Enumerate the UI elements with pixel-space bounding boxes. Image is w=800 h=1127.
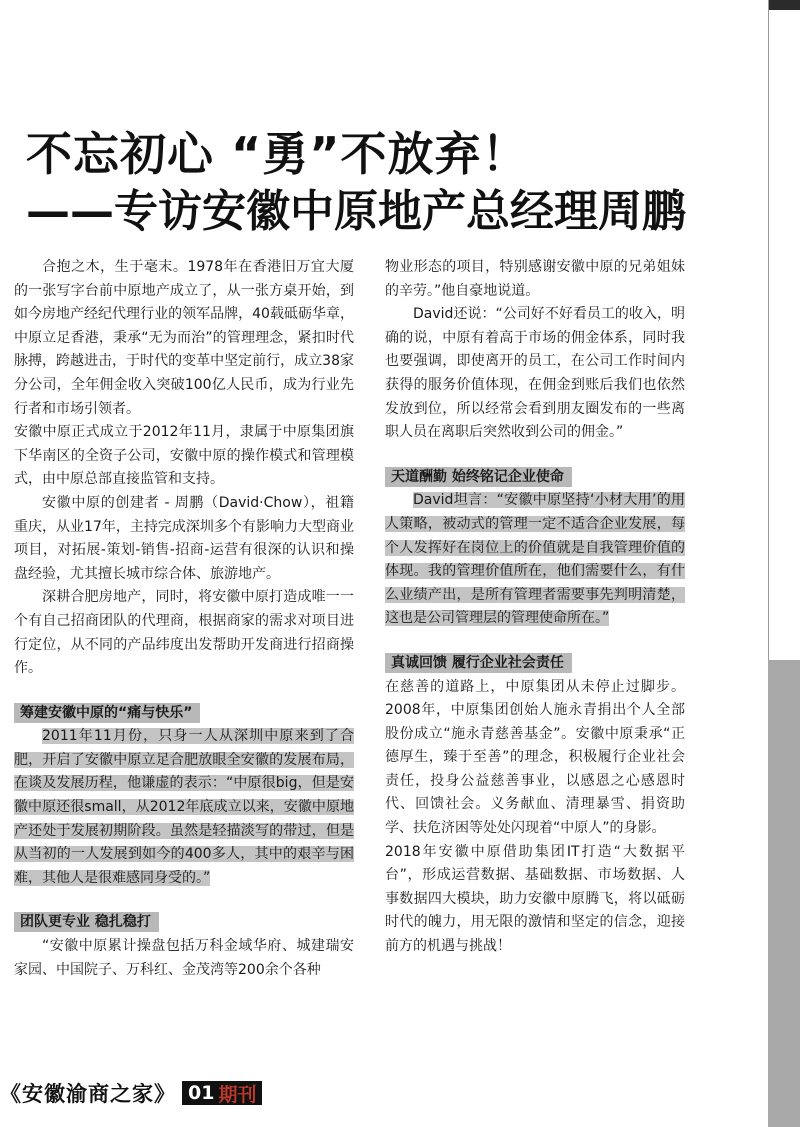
paragraph [14,725,354,890]
issue-label: 期刊 [218,1083,257,1106]
article-title: 不忘初心 “勇”不放弃！ [26,127,529,181]
page-footer [0,1080,262,1106]
section-heading: 天道酬勤 始终铭记企业使命 [385,467,572,487]
article-subtitle: ——专访安徽中原地产总经理周鹏 [26,186,686,237]
side-tab-top [768,0,800,660]
paragraph: “安徽中原累计操盘包括万科金域华府、城建瑞安家园、中国院子、万科红、金茂湾等200余个各种 [14,938,354,978]
magazine-name: 《安徽渝商之家》 [0,1081,176,1106]
section-heading: 团队更专业 稳扎稳打 [14,912,159,932]
issue-number: 01 [188,1082,215,1104]
side-tab-bottom [768,660,800,1127]
paragraph: 2018年安徽中原借助集团IT打造“大数据平台”，形成运营数据、基础数据、市场数据、人事数据四大模块，助力安徽中原腾飞，将以砥砺时代的魄力，用无限的激情和坚定的信念，迎接前方的机遇与挑战！ [385,843,685,955]
section-heading: 筹建安徽中原的“痛与快乐” [14,703,200,723]
paragraph: 深耕合肥房地产，同时，将安徽中原打造成唯一一个有自己招商团队的代理商，根据商家的需求对项目进行定位，从不同的产品纬度出发帮助开发商进行招商操作。 [14,589,354,677]
paragraph: 合抱之木，生于毫末。1978年在香港旧万宜大厦的一张写字台前中原地产成立了，从一张方桌开始，到如今房地产经纪代理行业的领军品牌，40载砥砺华章，中原立足香港，秉承“无为而治”的管理理念，紧扣时代脉搏，跨越进击，于时代的变革中坚定前行，成立38家分公司，全年佣金收入突破100亿人民币，成为行业先行者和市场引领者。 [14,259,354,417]
paragraph: David还说：“公司好不好看员工的收入，明确的说，中原有着高于市场的佣金体系，同时我也要强调，即使离开的员工，在公司工作时间内获得的服务价值体现，在佣金到账后我们也依然发放到位，所以经常会看到朋友圈发布的一些离职人员在离职后突然收到公司的佣金。” [385,306,685,441]
paragraph: 安徽中原的创建者 - 周鹏（David·Chow），祖籍重庆，从业17年，主持完成深圳多个有影响力大型商业项目，对拓展-策划-销售-招商-运营有很深的认识和操盘经验，尤其擅长城市综合体、旅游地产。 [14,494,354,582]
right-column [385,256,685,959]
issue-badge [182,1081,262,1105]
paragraph [385,489,685,631]
highlighted-text: 2011年11月份，只身一人从深圳中原来到了合肥，开启了安徽中原立足合肥放眼全安徽的发展布局，在谈及发展历程，他谦虚的表示：“中原很big，但是安徽中原还很small，从2012年底成立以来，安徽中原地产还处于发展初期阶段。虽然是轻描淡写的带过，但是从当初的一人发展到如今的400多人，其中的艰辛与困难，其他人是很难感同身受的。” [14,728,354,886]
paragraph: 在慈善的道路上，中原集团从未停止过脚步。2008年，中原集团创始人施永青捐出个人全部股份成立“施永青慈善基金”。安徽中原秉承“正德厚生，臻于至善”的理念，积极履行企业社会责任，投身公益慈善事业，以感恩之心感恩时代、回馈社会。义务献血、清理暴雪、捐资助学、扶危济困等处处闪现着“中原人”的身影。 [385,678,685,837]
paragraph: 安徽中原正式成立于2012年11月，隶属于中原集团旗下华南区的全资子公司，安徽中原的操作模式和管理模式，由中原总部直接监管和支持。 [14,424,354,488]
section-heading: 真诚回馈 履行企业社会责任 [385,653,572,673]
paragraph: 物业形态的项目，特别感谢安徽中原的兄弟姐妹的辛劳。”他自豪地说道。 [385,259,685,299]
left-column [14,256,354,982]
highlighted-text: David坦言：“安徽中原坚持‘小材大用’的用人策略，被动式的管理一定不适合企业发展，每个人发挥好在岗位上的价值就是自我管理价值的体现。我的管理价值所在，他们需要什么，有什么业绩产出，是所有管理者需要事先判明清楚，这也是公司管理层的管理使命所在。” [385,492,685,627]
